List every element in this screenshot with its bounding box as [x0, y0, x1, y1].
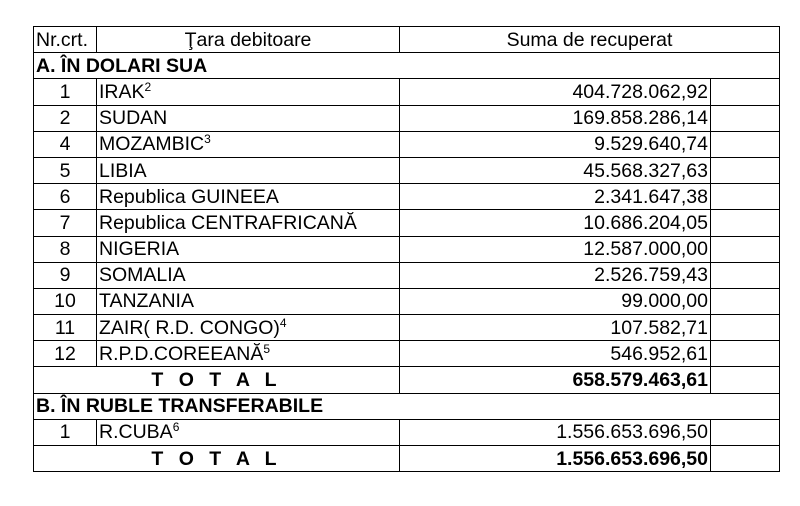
blank-cell — [711, 131, 780, 157]
amount-cell: 9.529.640,74 — [400, 131, 711, 157]
footnote-ref: 2 — [144, 79, 152, 94]
country-name: MOZAMBIC — [99, 133, 205, 156]
blank-cell — [711, 210, 780, 236]
table-row — [34, 262, 780, 288]
country-name: SUDAN — [99, 107, 168, 130]
row-number: 12 — [34, 341, 97, 367]
blank-cell — [711, 184, 780, 210]
blank-cell — [711, 288, 780, 314]
footnote-ref: 3 — [204, 132, 211, 147]
total-amount: 658.579.463,61 — [400, 367, 711, 393]
amount-cell: 2.341.647,38 — [400, 184, 711, 210]
country-cell — [97, 315, 400, 341]
blank-cell — [711, 157, 780, 183]
footnote-ref: 6 — [172, 420, 180, 435]
amount-cell: 45.568.327,63 — [400, 157, 711, 183]
debt-table — [33, 26, 780, 472]
row-number: 2 — [34, 105, 97, 131]
amount-cell: 2.526.759,43 — [400, 262, 711, 288]
row-number: 10 — [34, 288, 97, 314]
blank-cell — [711, 105, 780, 131]
header-amount: Suma de recuperat — [400, 27, 780, 53]
row-number: 5 — [34, 157, 97, 183]
country-cell — [97, 131, 400, 157]
country-name: LIBIA — [99, 159, 147, 182]
total-label: T O T A L — [34, 446, 400, 472]
total-label: T O T A L — [34, 367, 400, 393]
row-number: 9 — [34, 262, 97, 288]
country-name: Republica CENTRAFRICANĂ — [99, 211, 357, 234]
total-amount: 1.556.653.696,50 — [400, 446, 711, 472]
table-row — [34, 341, 780, 367]
row-number: 6 — [34, 184, 97, 210]
country-cell — [97, 79, 400, 105]
country-cell — [97, 105, 400, 131]
blank-cell — [711, 367, 780, 393]
blank-cell — [711, 341, 780, 367]
country-cell — [97, 262, 400, 288]
section-title: A. ÎN DOLARI SUA — [34, 53, 780, 79]
country-cell — [97, 157, 400, 183]
amount-cell: 1.556.653.696,50 — [400, 419, 711, 445]
row-number: 7 — [34, 210, 97, 236]
amount-cell: 107.582,71 — [400, 315, 711, 341]
table-row — [34, 315, 780, 341]
country-cell — [97, 184, 400, 210]
country-name: R.CUBA — [99, 421, 173, 444]
row-number: 1 — [34, 419, 97, 445]
row-number: 11 — [34, 315, 97, 341]
table-row — [34, 288, 780, 314]
country-name: ZAIR( R.D. CONGO) — [99, 316, 280, 339]
country-cell — [97, 288, 400, 314]
blank-cell — [711, 236, 780, 262]
footnote-ref: 4 — [279, 315, 287, 330]
table-row — [34, 105, 780, 131]
table-row — [34, 236, 780, 262]
header-country: Ţara debitoare — [97, 27, 400, 53]
blank-cell — [711, 79, 780, 105]
country-cell — [97, 341, 400, 367]
blank-cell — [711, 419, 780, 445]
total-row — [34, 367, 780, 393]
row-number: 4 — [34, 131, 97, 157]
footnote-ref: 5 — [263, 341, 271, 356]
section-row — [34, 393, 780, 419]
table-row — [34, 157, 780, 183]
blank-cell — [711, 315, 780, 341]
amount-cell: 10.686.204,05 — [400, 210, 711, 236]
country-name: R.P.D.COREEANĂ — [99, 342, 264, 365]
total-row — [34, 446, 780, 472]
country-name: TANZANIA — [99, 290, 194, 313]
header-nr: Nr.crt. — [34, 27, 97, 53]
country-cell — [97, 210, 400, 236]
amount-cell: 546.952,61 — [400, 341, 711, 367]
table-row — [34, 419, 780, 445]
table-row — [34, 184, 780, 210]
table-row — [34, 210, 780, 236]
country-name: NIGERIA — [99, 238, 180, 261]
header-row — [34, 27, 780, 53]
amount-cell: 169.858.286,14 — [400, 105, 711, 131]
blank-cell — [711, 446, 780, 472]
table-row — [34, 79, 780, 105]
country-name: Republica GUINEEA — [99, 185, 279, 208]
blank-cell — [711, 262, 780, 288]
section-row — [34, 53, 780, 79]
country-cell — [97, 236, 400, 262]
amount-cell: 12.587.000,00 — [400, 236, 711, 262]
table-row — [34, 131, 780, 157]
country-name: SOMALIA — [99, 264, 186, 287]
row-number: 8 — [34, 236, 97, 262]
row-number: 1 — [34, 79, 97, 105]
country-name: IRAK — [99, 80, 145, 103]
amount-cell: 99.000,00 — [400, 288, 711, 314]
amount-cell: 404.728.062,92 — [400, 79, 711, 105]
country-cell — [97, 419, 400, 445]
section-title: B. ÎN RUBLE TRANSFERABILE — [34, 393, 780, 419]
